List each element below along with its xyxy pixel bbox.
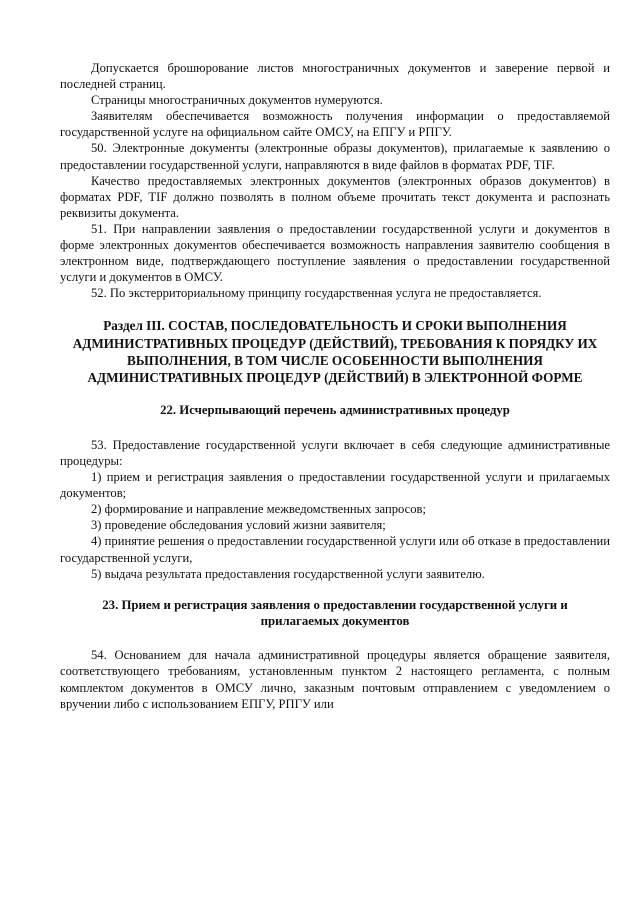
section-3-title: Раздел III. СОСТАВ, ПОСЛЕДОВАТЕЛЬНОСТЬ И СРОКИ ВЫПОЛНЕНИЯ АДМИНИСТРАТИВНЫХ ПРОЦЕДУР (ДЕЙСТВИЙ), ТРЕБОВАНИЯ К ПОРЯДКУ ИХ ВЫПОЛНЕНИЯ, В ТОМ ЧИСЛЕ ОСОБЕННОСТИ ВЫПОЛНЕНИЯ АДМИНИСТРАТИВНЫХ ПРОЦЕДУР (ДЕЙСТВИЙ) В ЭЛЕКТРОННОЙ ФОРМЕ — [72, 318, 598, 386]
paragraph-binding-pages: Допускается брошюрование листов многостраничных документов и заверение первой и последней страниц. — [60, 61, 610, 92]
paragraph-51: 51. При направлении заявления о предоставлении государственной услуги и документов в форме электронных документов обеспечивается возможность направления заявителю сообщения в электронном виде, подтверждающего поступление заявления о предоставлении государственной услуги и документов в ОМСУ. — [60, 221, 610, 285]
subsection-22-title: 22. Исчерпывающий перечень административных процедур — [160, 402, 510, 417]
list-item-4: 4) принятие решения о предоставлении государственной услуги или об отказе в предоставлении государственной услуги, — [60, 534, 610, 565]
paragraph-54: 54. Основанием для начала административной процедуры является обращение заявителя, соответствующего требованиям, установленным пунктом 2 настоящего регламента, с полным комплектом документов в ОМСУ лично, заказным почтовым отправлением с уведомлением о вручении либо с использованием ЕПГУ, РПГУ или — [60, 648, 610, 711]
paragraph-quality: Качество предоставляемых электронных документов (электронных образов документов) в форматах PDF, TIF должно позволять в полном объеме прочитать текст документа и распознать реквизиты документа. — [60, 173, 610, 220]
document-page — [60, 60, 610, 712]
subsection-23-title: 23. Прием и регистрация заявления о предоставлении государственной услуги и прилагаемых документов — [102, 597, 568, 629]
list-item-1: 1) прием и регистрация заявления о предоставлении государственной услуги и прилагаемых документов; — [60, 470, 610, 501]
list-item-2: 2) формирование и направление межведомственных запросов; — [91, 502, 426, 517]
list-item-5: 5) выдача результата предоставления государственной услуги заявителю. — [91, 566, 485, 581]
paragraph-50: 50. Электронные документы (электронные образы документов), прилагаемые к заявлению о предоставлении государственной услуги, направляются в виде файлов в форматах PDF, TIF. — [60, 141, 610, 172]
paragraph-page-numbering: Страницы многостраничных документов нумеруются. — [91, 93, 383, 108]
paragraph-info-access: Заявителям обеспечивается возможность получения информации о предоставляемой государственной услуге на официальном сайте ОМСУ, на ЕПГУ и РПГУ. — [60, 109, 610, 140]
paragraph-52: 52. По экстерриториальному принципу государственная услуга не предоставляется. — [91, 286, 542, 301]
list-item-3: 3) проведение обследования условий жизни заявителя; — [91, 518, 386, 533]
paragraph-53: 53. Предоставление государственной услуги включает в себя следующие административные процедуры: — [60, 437, 610, 468]
